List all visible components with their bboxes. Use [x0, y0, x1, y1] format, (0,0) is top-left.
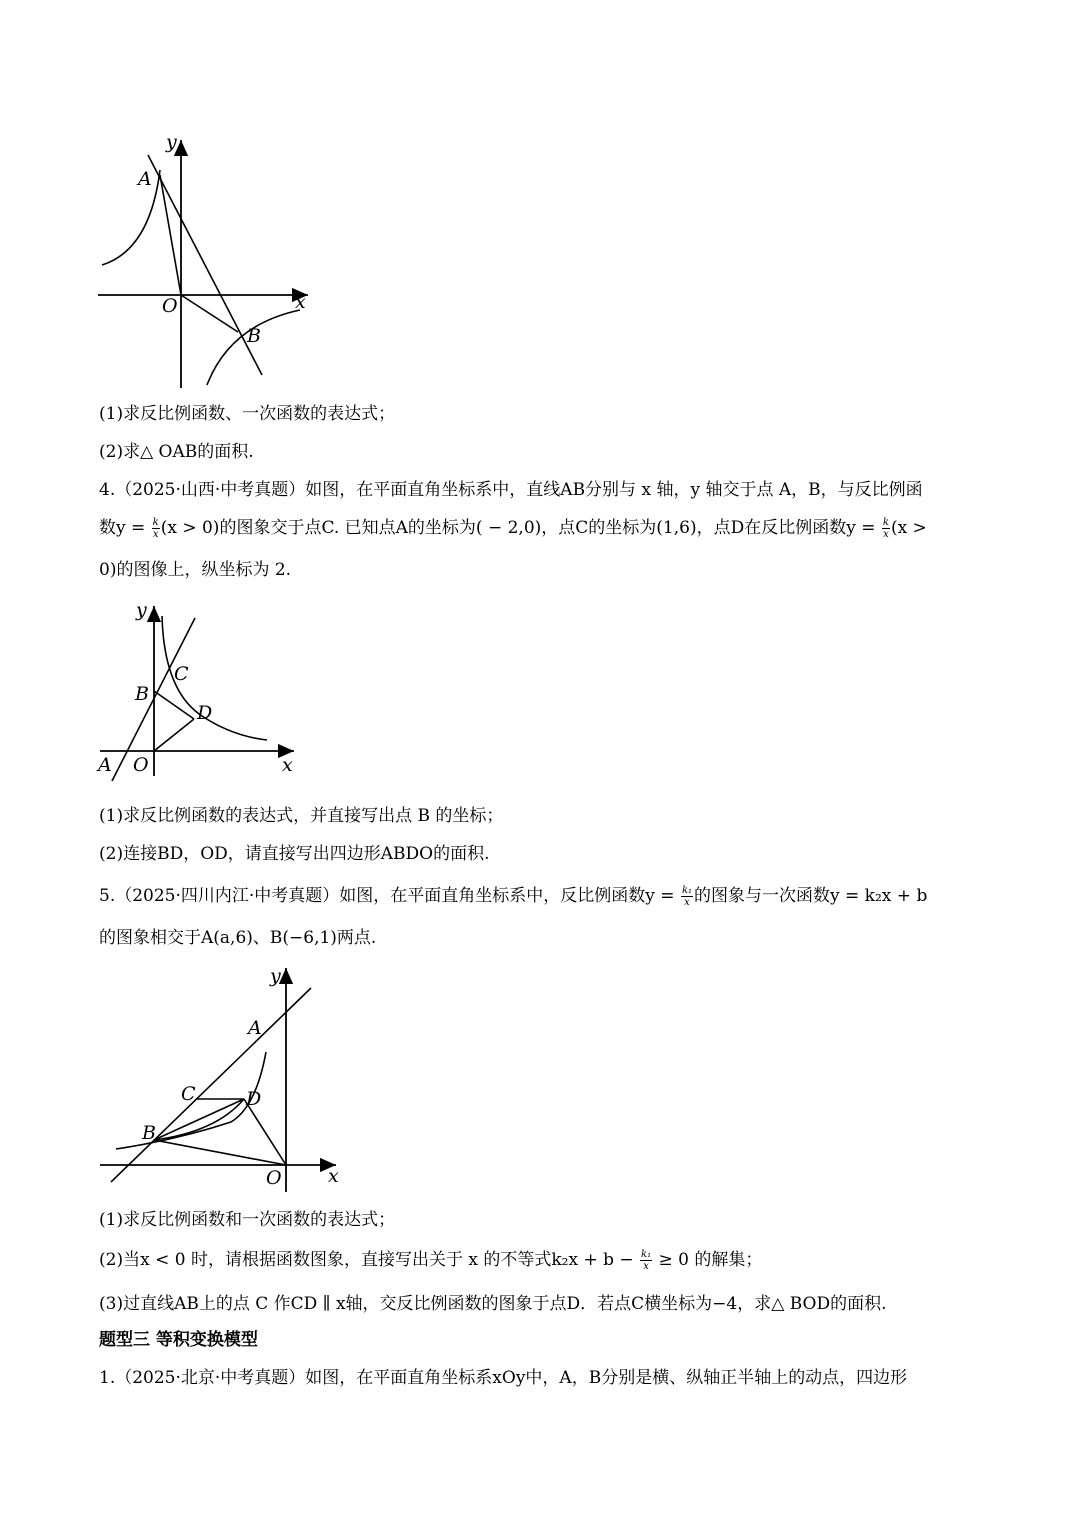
figure-2 — [92, 596, 307, 786]
label-a: A — [98, 754, 112, 776]
label-b: B — [135, 683, 149, 705]
label-c: C — [181, 1083, 196, 1105]
segment-bd — [154, 691, 194, 719]
p4-line1: 4.（2025·山西·中考真题）如图，在平面直角坐标系中，直线AB分别与 x 轴，y 轴交于点 A，B，与反比例函 — [99, 480, 923, 500]
segment-od — [154, 719, 194, 751]
segment-bd — [154, 1099, 244, 1140]
p4-q1: (1)求反比例函数的表达式，并直接写出点 B 的坐标； — [99, 806, 504, 826]
p4-line2: 数y = $\frac{k}{x}$ (x > 0)的图象交于点C. 已知点A的坐标为( − 2,0)，点C的坐标为(1,6)，点D在反比例函数y = $\frac{k}{x}$ (x > — [99, 517, 927, 540]
figure-3 — [96, 962, 346, 1197]
label-y: y — [166, 131, 177, 153]
line-ab — [111, 988, 311, 1182]
p3-q2: (2)求△ OAB的面积. — [99, 442, 254, 462]
label-a: A — [138, 168, 152, 190]
p5-line2: 的图象相交于A(a,6)、B(−6,1)两点. — [99, 928, 377, 948]
p4-line3: 0)的图像上，纵坐标为 2. — [99, 560, 292, 580]
label-o: O — [162, 295, 178, 317]
label-a: A — [248, 1017, 262, 1039]
label-y: y — [270, 965, 281, 987]
label-d: D — [246, 1088, 262, 1110]
p3-q1: (1)求反比例函数、一次函数的表达式； — [99, 404, 396, 424]
label-o: O — [133, 754, 149, 776]
label-b: B — [142, 1122, 156, 1144]
segment-bo — [154, 1140, 286, 1165]
section-line1: 1.（2025·北京·中考真题）如图，在平面直角坐标系xOy中，A，B分别是横、纵轴正半轴上的动点，四边形 — [99, 1368, 908, 1388]
label-b: B — [247, 325, 261, 347]
line-ab — [148, 155, 262, 375]
label-x: x — [295, 291, 306, 313]
p5-line1: 5.（2025·四川内江·中考真题）如图，在平面直角坐标系中，反比例函数y = $\frac{\text{k₁}}{x}$ 的图象与一次函数y = k₂x + b — [99, 885, 928, 908]
section-title: 题型三 等积变换模型 — [99, 1330, 258, 1350]
label-x: x — [282, 754, 293, 776]
segment-oa — [160, 175, 181, 295]
p5-q2: (2)当x < 0 时，请根据函数图象，直接写出关于 x 的不等式k₂x + b − $\frac{\text{k₁}}{x}$ ≥ 0 的解集； — [99, 1249, 763, 1272]
label-d: D — [197, 702, 213, 724]
p5-q1: (1)求反比例函数和一次函数的表达式； — [99, 1210, 396, 1230]
label-o: O — [266, 1167, 282, 1189]
p4-q2: (2)连接BD，OD，请直接写出四边形ABDO的面积. — [99, 844, 490, 864]
label-y: y — [136, 599, 147, 621]
label-c: C — [174, 663, 189, 685]
label-x: x — [328, 1165, 339, 1187]
figure-1 — [90, 130, 320, 395]
p5-q3: (3)过直线AB上的点 C 作CD ∥ x轴，交反比例函数的图象于点D．若点C横坐标为−4，求△ BOD的面积. — [99, 1294, 887, 1314]
